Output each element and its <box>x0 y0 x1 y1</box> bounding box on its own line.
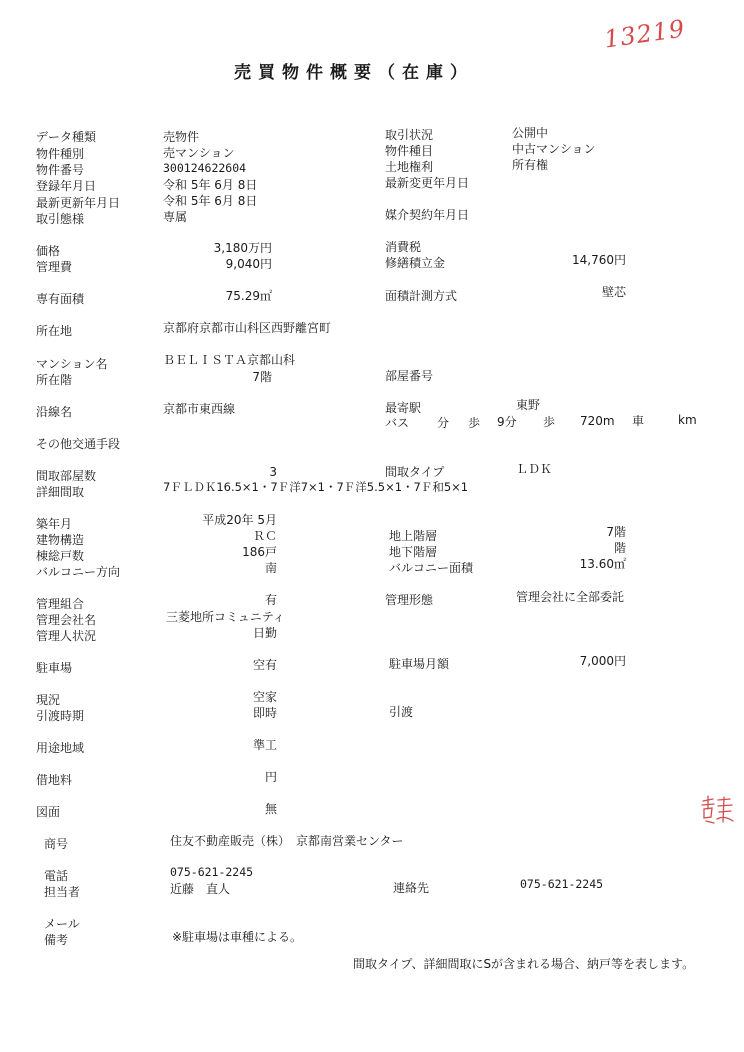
label-repair-reserve: 修繕積立金 <box>385 256 446 270</box>
label-management-form: 管理形態 <box>385 593 434 607</box>
access-walk-label: 歩 <box>468 416 481 430</box>
label-land-rights: 土地権利 <box>385 160 434 174</box>
value-trade-name: 住友不動産販売（株） 京都南営業センター <box>170 834 404 848</box>
value-manager-status: 日勤 <box>252 626 277 640</box>
label-contact: 連絡先 <box>393 881 430 895</box>
value-below-floors: 階 <box>613 541 626 555</box>
value-zoning: 準工 <box>252 738 277 752</box>
value-parking-fee: 7,000円 <box>579 654 626 668</box>
value-layout-type: ＬＤＫ <box>516 462 553 476</box>
label-room-count: 間取部屋数 <box>36 469 97 483</box>
label-zoning: 用途地域 <box>36 741 85 755</box>
value-above-floors: 7階 <box>606 525 626 539</box>
value-area-method: 壁芯 <box>601 285 626 299</box>
value-phone: 075-621-2245 <box>170 865 254 879</box>
value-total-units: 186戸 <box>242 545 277 559</box>
label-transaction-status: 取引状況 <box>385 128 434 142</box>
value-balcony-direction: 南 <box>264 561 277 575</box>
value-layout-detail: 7ＦＬＤＫ16.5×1・7Ｆ洋7×1・7Ｆ洋5.5×1・7Ｆ和5×1 <box>163 480 469 494</box>
label-parking: 駐車場 <box>36 661 73 675</box>
label-phone: 電話 <box>44 869 69 883</box>
value-property-type: 売マンション <box>163 146 235 160</box>
handwritten-number: 13219 <box>602 14 687 54</box>
value-person: 近藤 直人 <box>170 882 231 896</box>
value-land-rent: 円 <box>264 770 277 784</box>
value-location: 京都府京都市山科区西野離宮町 <box>163 321 332 335</box>
label-floor: 所在階 <box>36 373 73 387</box>
label-remarks: 備考 <box>44 933 69 947</box>
label-updated-date: 最新更新年月日 <box>36 196 121 210</box>
label-balcony-direction: バルコニー方向 <box>36 565 121 579</box>
value-remarks: ※駐車場は車種による。 <box>172 930 303 944</box>
value-management-company: 三菱地所コミュニティ <box>166 610 285 624</box>
value-contact: 075-621-2245 <box>520 877 604 891</box>
stamp-mark <box>700 795 736 825</box>
value-data-type: 売物件 <box>163 130 200 144</box>
value-floor: 7階 <box>252 370 272 384</box>
access-distance: 720m <box>580 414 615 428</box>
value-transaction-status: 公開中 <box>512 126 549 140</box>
label-property-type: 物件種別 <box>36 147 85 161</box>
label-email: メール <box>44 917 80 931</box>
access-car: 車 <box>632 414 645 428</box>
label-person: 担当者 <box>44 885 81 899</box>
label-built: 築年月 <box>36 517 73 531</box>
value-management-form: 管理会社に全部委託 <box>516 590 625 604</box>
label-room-number: 部屋番号 <box>385 369 434 383</box>
label-parking-fee: 駐車場月額 <box>389 657 450 671</box>
label-above-floors: 地上階層 <box>389 529 438 543</box>
access-bus-minutes: 分 <box>437 416 450 430</box>
value-registered-date: 令和 5年 6月 8日 <box>163 178 258 192</box>
value-structure: ＲＣ <box>252 529 277 543</box>
value-handover-time: 即時 <box>252 706 277 720</box>
value-updated-date: 令和 5年 6月 8日 <box>163 194 258 208</box>
label-other-transport: その他交通手段 <box>36 437 121 451</box>
access-walk-label-2: 歩 <box>543 415 556 429</box>
label-layout-type: 間取タイプ <box>385 465 445 479</box>
value-current-status: 空家 <box>252 690 277 704</box>
label-price: 価格 <box>36 244 61 258</box>
label-transaction-mode: 取引態様 <box>36 212 85 226</box>
label-area-method: 面積計測方式 <box>385 289 458 303</box>
label-trade-name: 商号 <box>44 837 69 851</box>
label-location: 所在地 <box>36 324 73 338</box>
label-mansion-name: マンション名 <box>36 357 108 371</box>
footnote: 間取タイプ、詳細間取にSが含まれる場合、納戸等を表します。 <box>353 957 695 971</box>
label-consumption-tax: 消費税 <box>385 240 422 254</box>
value-mansion-name: ＢＥＬＩＳＴＡ京都山科 <box>163 353 296 367</box>
label-data-type: データ種類 <box>36 130 97 144</box>
label-below-floors: 地下階層 <box>389 545 438 559</box>
value-property-item: 中古マンション <box>512 142 596 156</box>
label-line-name: 沿線名 <box>36 405 73 419</box>
value-drawing: 無 <box>264 802 277 816</box>
label-manager-status: 管理人状況 <box>36 629 97 643</box>
value-property-number: 300124622604 <box>163 161 247 175</box>
label-current-status: 現況 <box>36 693 61 707</box>
label-nearest-station: 最寄駅 <box>385 401 422 415</box>
label-latest-change-date: 最新変更年月日 <box>385 176 470 190</box>
access-km: km <box>678 413 697 427</box>
value-management-fee: 9,040円 <box>225 257 272 271</box>
value-repair-reserve: 14,760円 <box>572 253 626 267</box>
label-exclusive-area: 専有面積 <box>36 292 85 306</box>
label-handover: 引渡 <box>389 705 414 719</box>
value-built: 平成20年 5月 <box>202 513 277 527</box>
label-balcony-area: バルコニー面積 <box>389 561 474 575</box>
label-land-rent: 借地料 <box>36 773 73 787</box>
access-walk-minutes: 9分 <box>497 415 517 429</box>
label-management-union: 管理組合 <box>36 597 85 611</box>
value-room-count: 3 <box>269 465 277 479</box>
value-balcony-area: 13.60㎡ <box>579 557 626 571</box>
label-management-fee: 管理費 <box>36 260 73 274</box>
value-parking: 空有 <box>252 658 277 672</box>
label-management-company: 管理会社名 <box>36 613 97 627</box>
label-registered-date: 登録年月日 <box>36 179 97 193</box>
label-layout-detail: 詳細間取 <box>36 485 85 499</box>
value-management-union: 有 <box>264 593 277 607</box>
label-property-number: 物件番号 <box>36 163 85 177</box>
label-total-units: 棟総戸数 <box>36 549 85 563</box>
value-exclusive-area: 75.29㎡ <box>225 289 272 303</box>
label-drawing: 図面 <box>36 805 61 819</box>
label-brokerage-date: 媒介契約年月日 <box>385 208 470 222</box>
label-structure: 建物構造 <box>36 533 85 547</box>
value-nearest-station: 東野 <box>516 398 541 412</box>
label-handover-time: 引渡時期 <box>36 709 85 723</box>
value-transaction-mode: 専属 <box>163 210 188 224</box>
value-line-name: 京都市東西線 <box>163 402 236 416</box>
value-land-rights: 所有権 <box>512 158 549 172</box>
page-title: 売買物件概要（在庫） <box>234 63 474 83</box>
label-property-item: 物件種目 <box>385 144 434 158</box>
value-price: 3,180万円 <box>213 241 272 255</box>
access-bus: バス <box>385 416 410 430</box>
